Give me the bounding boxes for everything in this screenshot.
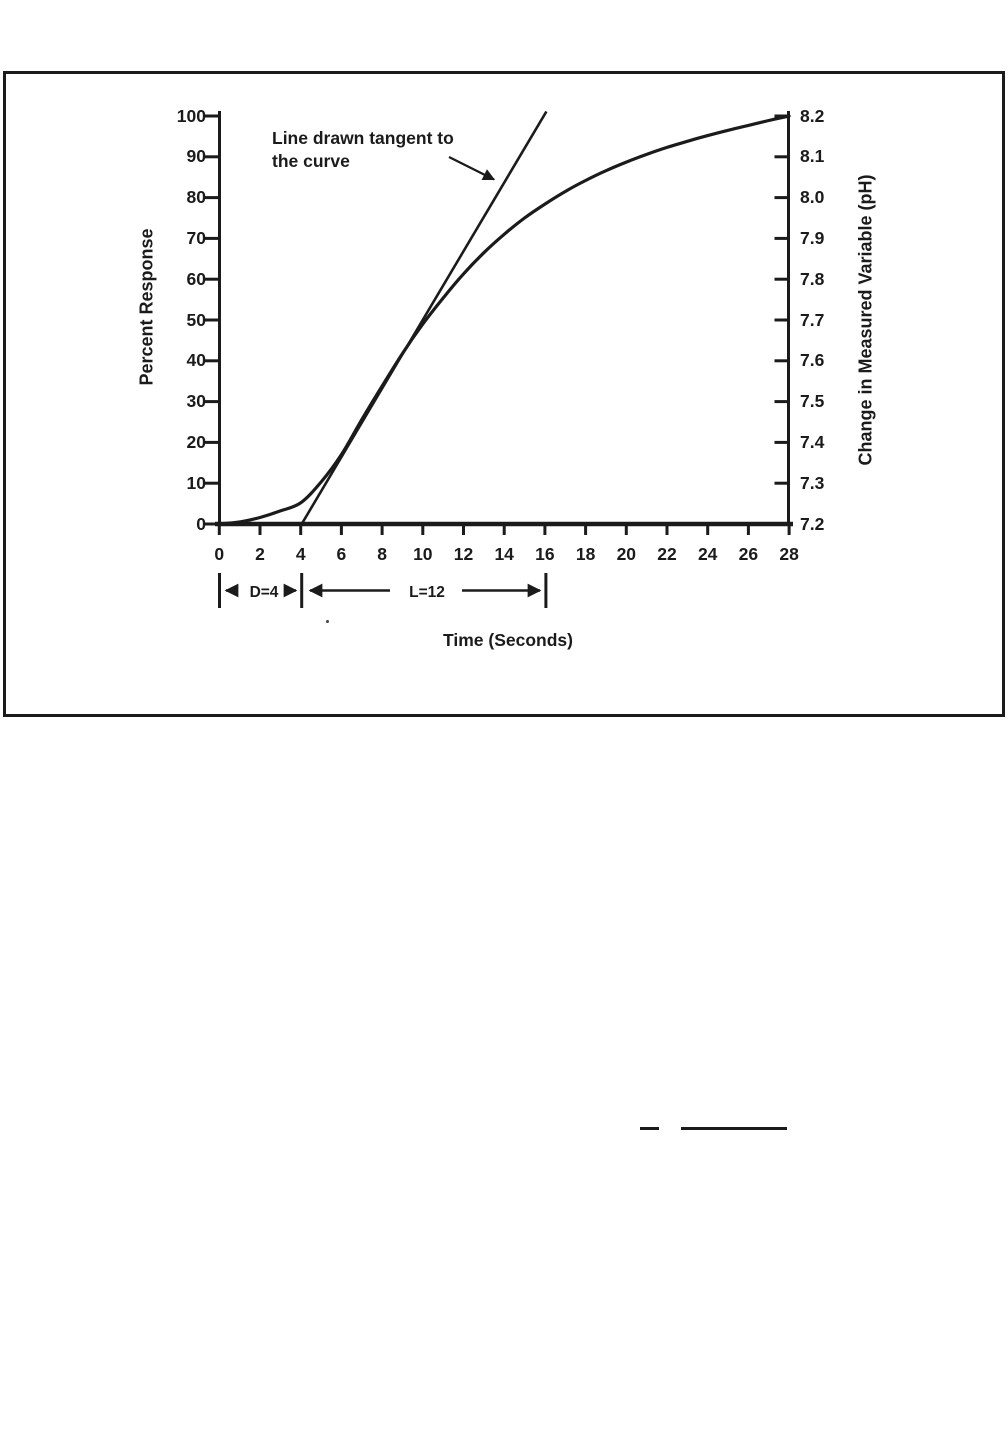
y-left-tick-label: 10 [186, 472, 206, 493]
y-right-tick-label: 8.2 [800, 105, 825, 126]
y-right-tick-label: 7.9 [800, 227, 825, 248]
y-right-tick-label: 8.1 [800, 146, 825, 167]
tangent-annotation-line1: Line drawn tangent to [272, 128, 454, 148]
y-left-tick-label: 40 [186, 350, 206, 371]
x-tick-label: 8 [377, 544, 387, 564]
scan-artifact-dot [326, 620, 329, 623]
response-curve [219, 116, 789, 524]
y-right-tick-label: 8.0 [800, 187, 825, 208]
right-axis-title: Change in Measured Variable (pH) [855, 174, 876, 466]
lag-time-label: L=12 [409, 584, 445, 601]
y-right-tick-label: 7.8 [800, 268, 825, 289]
y-right-tick-label: 7.3 [800, 472, 825, 493]
y-left-tick-label: 20 [186, 431, 206, 452]
y-left-tick-label: 60 [186, 268, 206, 289]
x-tick-label: 26 [738, 544, 759, 564]
y-left-tick-label: 100 [176, 105, 206, 126]
y-right-tick-label: 7.2 [800, 513, 825, 534]
x-tick-label: 4 [295, 544, 306, 564]
x-tick-label: 16 [535, 544, 555, 564]
tangent-line [302, 112, 547, 525]
x-tick-label: 12 [453, 544, 474, 564]
x-tick-label: 18 [575, 544, 596, 564]
horizontal-rule-long [681, 1127, 787, 1130]
x-tick-label: 20 [616, 544, 637, 564]
y-right-tick-label: 7.6 [800, 350, 825, 371]
tangent-annotation [272, 127, 454, 173]
y-right-tick-label: 7.4 [800, 431, 825, 452]
x-tick-label: 24 [697, 544, 718, 564]
x-tick-label: 28 [779, 544, 799, 564]
y-right-tick-label: 7.5 [800, 391, 825, 412]
x-axis-title: Time (Seconds) [443, 630, 573, 650]
x-tick-label: 10 [413, 544, 433, 564]
left-axis-title: Percent Response [136, 228, 157, 386]
x-tick-label: 6 [336, 544, 347, 564]
y-left-tick-label: 90 [186, 146, 206, 167]
x-tick-label: 22 [657, 544, 677, 564]
y-left-tick-label: 70 [186, 227, 206, 248]
x-tick-label: 14 [494, 544, 514, 564]
annotation-arrow [449, 157, 494, 180]
dead-time-label: D=4 [249, 584, 279, 601]
y-left-tick-label: 0 [196, 513, 206, 534]
y-left-tick-label: 30 [186, 391, 206, 412]
y-right-tick-label: 7.7 [800, 309, 825, 330]
horizontal-rule-short [640, 1127, 659, 1130]
tangent-annotation-line2: the curve [272, 151, 350, 171]
x-tick-label: 2 [255, 544, 265, 564]
y-left-tick-label: 50 [186, 309, 206, 330]
y-left-tick-label: 80 [186, 187, 206, 208]
x-tick-label: 0 [214, 544, 225, 564]
